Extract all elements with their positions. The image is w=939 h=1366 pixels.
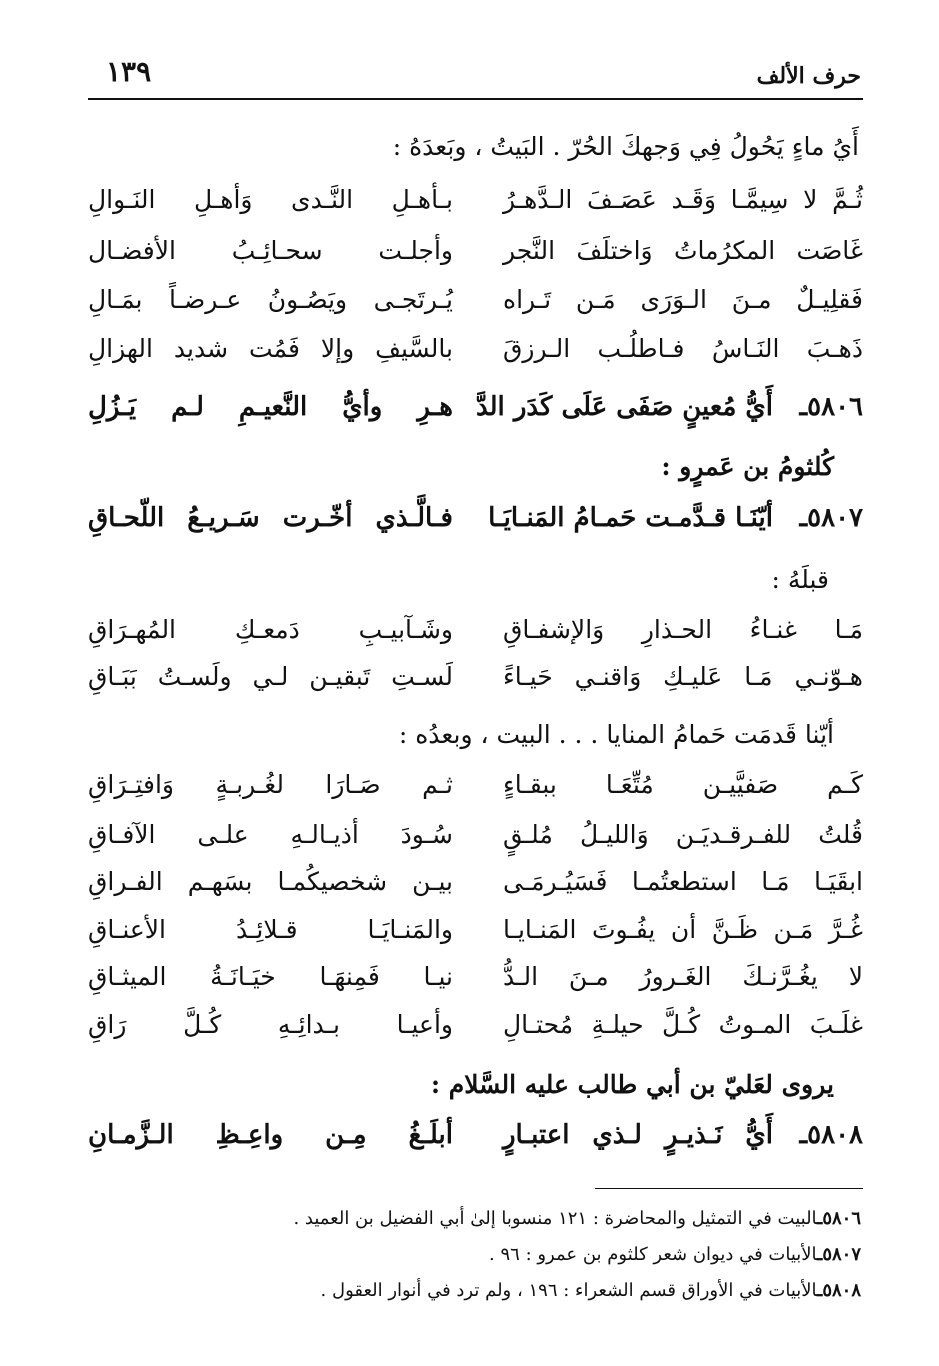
verse-second-hemistich: لَسـتِ تَبقيـن لـي ولَسـتُ بَبَـاقِ: [88, 662, 453, 691]
verse-line: [88, 867, 863, 913]
verse-first-hemistich: ذَهـبَ النَـاسُ فـاطلُـب الـرزقَ: [503, 334, 863, 363]
verse-second-hemistich: بيـن شخصيكُمـا بسَهـم الفـراقِ: [88, 867, 453, 896]
verse-line: [88, 1010, 863, 1056]
entry-5808: [88, 1120, 863, 1166]
entry-5806: [88, 392, 863, 438]
verse-second-hemistich: وأعيـا بـدائِـهِ كُـلَّ رَاقِ: [88, 1010, 453, 1039]
footnote-text: البيت في التمثيل والمحاضرة : ١٢١ منسوبا إلىٰ أبي الفضيل بن العميد .: [293, 1208, 818, 1229]
intro-line: أيّنا قَدمَت حَمامُ المنايا . . . البيت ، وبعدُه :: [398, 720, 834, 749]
verse-second-hemistich: أبلَـغُ مِـن واعِـظِ الـزَّمـانِ: [88, 1120, 453, 1150]
intro-line: قبلَهُ :: [771, 565, 829, 594]
footnote: [101, 1208, 861, 1229]
verse-second-hemistich: فـالَّـذي أخّـرت سَـريـعُ اللّحـاقِ: [88, 503, 453, 533]
footnote-rule: [595, 1188, 863, 1189]
verse-line: [88, 236, 863, 282]
verse-first-hemistich: كَـم صَفيَّيـن مُتِّعَـا ببقـاءٍ: [503, 770, 863, 799]
footnote-text: الأبيات في الأوراق قسم الشعراء : ١٩٦ ، ولم ترد في أنوار العقول .: [320, 1280, 818, 1301]
footnote-number: ٥٨٠٦ـ: [817, 1208, 861, 1229]
verse-first-hemistich: ابقَيَـا مَـا استطعتُمـا فَسَيُـرمَـى: [503, 867, 863, 896]
verse-first-hemistich: مَـا غنـاءُ الحـذارِ وَالإشفـاقِ: [503, 615, 863, 644]
entry-number: ٥٨٠٨ـ: [799, 1120, 863, 1150]
verse-first-hemistich: أَيُّ نَـذيـرٍ لـذي اعتبـارٍ: [503, 1120, 773, 1150]
verse-line: [88, 185, 863, 231]
verse-first-hemistich: أَيُّ مُعينٍ صَفَى عَلَى كَدَر الدَّ: [475, 392, 773, 422]
verse-second-hemistich: وأجلـت سحـائِـبُ الأفضـال: [88, 236, 453, 265]
entry-5807: [88, 503, 863, 549]
verse-line: [88, 770, 863, 816]
verse-second-hemistich: ثـم صَـارَا لغُـربـةٍ وَافتِـرَاقِ: [88, 770, 453, 799]
intro-line: أَيُ ماءٍ يَحُولُ فِي وَجهكَ الحُرّ . البَيتُ ، وبَعدَهُ :: [392, 132, 859, 161]
verse-first-hemistich: هـوّنـي مَـا عَليـكِ وَاقنـي حَيـاءً: [503, 662, 863, 691]
verse-line: [88, 285, 863, 331]
entry-number: ٥٨٠٦ـ: [799, 392, 863, 422]
verse-line: [88, 915, 863, 961]
verse-second-hemistich: سُـودَ أذيـالـهِ علـى الآفـاقِ: [88, 820, 453, 849]
verse-second-hemistich: نيـا فَمِنهَـا خيَـانَـةُ الميثـاقِ: [88, 962, 453, 991]
verse-line: [88, 820, 863, 866]
running-title: حرف الألف: [756, 63, 861, 89]
verse-line: [88, 615, 863, 661]
verse-second-hemistich: يُـرتَجـى ويَصُـونُ عـرضـاً بمَـالِ: [88, 285, 453, 314]
footnote-number: ٥٨٠٧ـ: [817, 1244, 861, 1265]
footnote-number: ٥٨٠٨ـ: [817, 1280, 861, 1301]
verse-second-hemistich: بالسَّيفِ وإلا فَمُت شديد الهزالِ: [88, 334, 453, 363]
verse-first-hemistich: غلَـبَ المـوتُ كُـلَّ حيلـةِ مُحتـالِ: [503, 1010, 863, 1039]
verse-second-hemistich: والمَنـايَـا قـلائِـدُ الأعنـاقِ: [88, 915, 453, 944]
verse-first-hemistich: فَقلِيـلٌ مـنَ الـوَرَى مَـن تَـراه: [503, 285, 863, 314]
entry-number: ٥٨٠٧ـ: [799, 503, 863, 533]
verse-first-hemistich: أيّنَـا قـدَّمـت حَمـامُ المَنـايَـا: [488, 503, 773, 533]
footnote-text: الأبيات في ديوان شعر كلثوم بن عمرو : ٩٦ .: [489, 1244, 818, 1265]
footnote: [101, 1244, 861, 1265]
verse-line: [88, 334, 863, 380]
page-number: ١٣٩: [106, 55, 152, 88]
verse-first-hemistich: قُلتُ للفـرقـديَـن وَالليـلُ مُلـقٍ: [503, 820, 863, 849]
verse-line: [88, 962, 863, 1008]
verse-first-hemistich: غَاصَت المكرُماتُ وَاختلَفَ النَّجر: [503, 236, 863, 265]
verse-first-hemistich: ثُـمَّ لا سِيمَّـا وَقَـد عَصَـفَ الـدَّهـرُ: [503, 185, 863, 214]
attribution-line: كُلثومُ بن عَمرٍو :: [661, 452, 834, 481]
verse-second-hemistich: وشَـآبيـبِ دَمعـكِ المُهـرَاقِ: [88, 615, 453, 644]
verse-first-hemistich: غُـرَّ مَـن ظَـنَّ أن يفُـوتَ المَنـايـا: [503, 915, 863, 944]
verse-first-hemistich: لا يغُـرَّنـكَ الغَـرورُ مـنَ الـدُّ: [503, 962, 863, 991]
verse-second-hemistich: هـرِ وأيُّ النَّعيـمِ لـم يَـزُلِ: [88, 392, 453, 422]
attribution-line: يروى لعَليّ بن أبي طالب عليه السَّلام :: [430, 1070, 834, 1099]
header-rule: [88, 98, 863, 100]
verse-line: [88, 662, 863, 708]
page-header: [88, 55, 861, 99]
footnote: [101, 1280, 861, 1301]
verse-second-hemistich: بـأهـلِ النَّـدى وَأهـلِ النَـوالِ: [88, 185, 453, 214]
